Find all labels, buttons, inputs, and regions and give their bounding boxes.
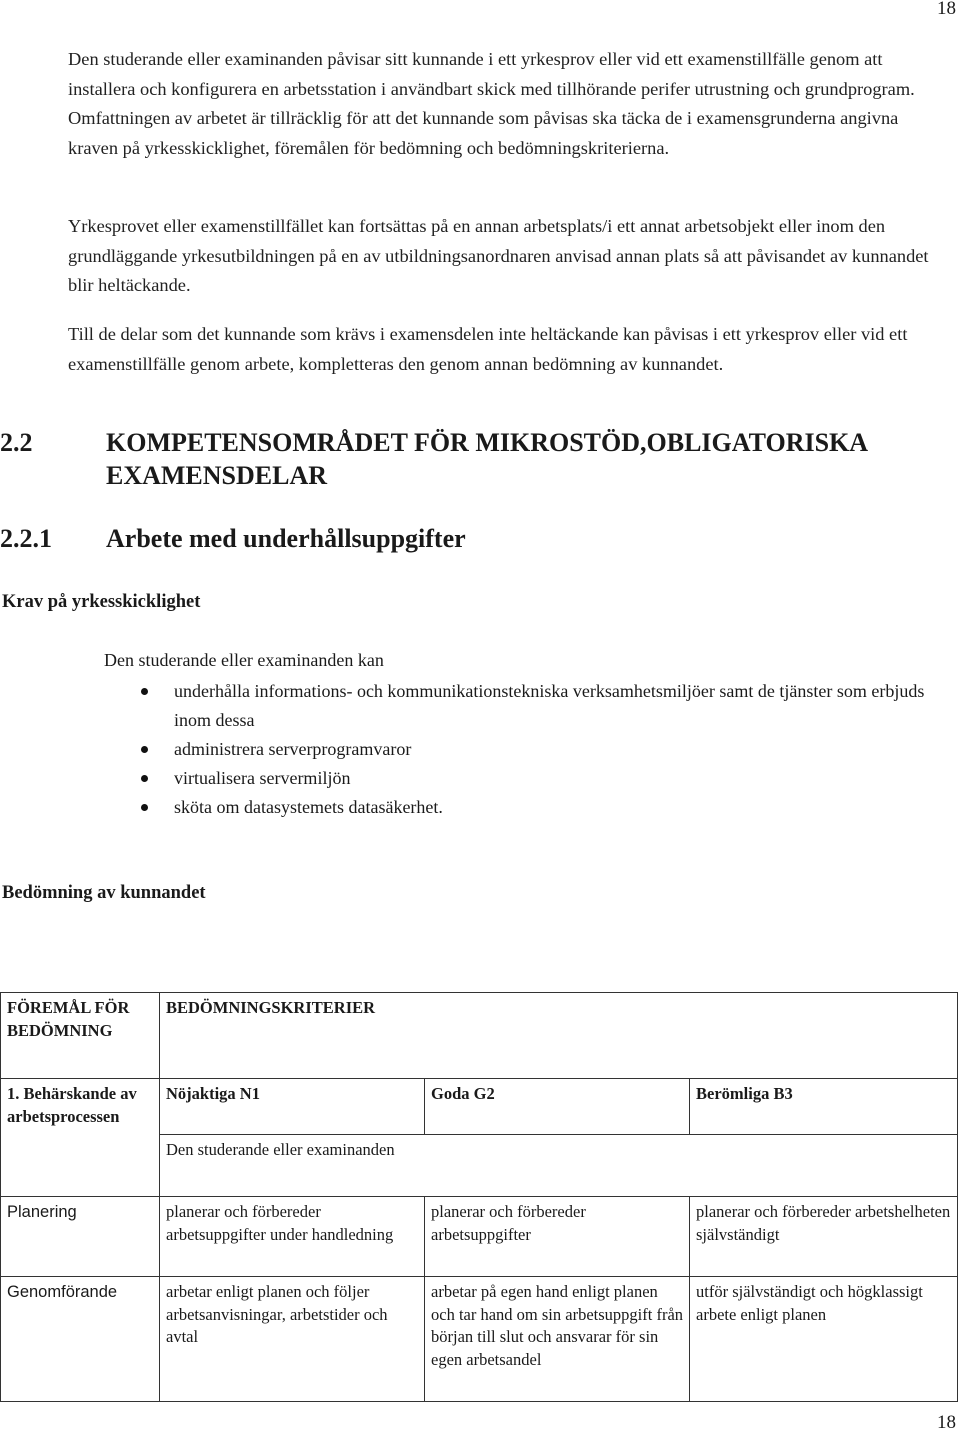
bullet-icon [141,775,148,782]
table-cell [425,1079,690,1135]
col-header-target: FÖREMÅL FÖR BEDÖMNING [7,998,130,1040]
section-title: KOMPETENSOMRÅDET FÖR MIKROSTÖD,OBLIGATORISKA EXAMENSDELAR [106,428,867,490]
table-cell [690,1197,958,1277]
list-item: sköta om datasystemets datasäkerhet. [104,793,956,822]
page-number-bottom: 18 [937,1412,956,1433]
table-row [1,1079,958,1135]
table-row [1,1197,958,1277]
level-b3: Berömliga B3 [696,1084,793,1103]
bullet-icon [141,804,148,811]
table-cell [1,1079,160,1197]
criteria-n1: arbetar enligt planen och följer arbetsanvisningar, arbetstider och avtal [166,1282,388,1346]
table-cell [160,993,958,1079]
level-n1: Nöjaktiga N1 [166,1084,260,1103]
table-row [1,1277,958,1402]
skills-list [104,677,956,822]
list-item: underhålla informations- och kommunikationstekniska verksamhetsmiljöer samt de tjänster som erbjuds inom dessa [104,677,956,735]
skills-intro: Den studerande eller examinanden kan [104,650,384,670]
row-label: Genomförande [7,1283,118,1301]
criteria-g2: planerar och förbereder arbetsuppgifter [431,1202,586,1244]
criteria-b3: planerar och förbereder arbetshelheten självständigt [696,1202,951,1244]
list-item: administrera serverprogramvaror [104,735,956,764]
page-number-top: 18 [937,0,956,19]
assessment-table [0,992,958,1402]
table-cell [1,1277,160,1402]
subsection-number: 2.2.1 [0,524,52,553]
section-number: 2.2 [0,428,33,457]
table-cell [160,1277,425,1402]
table-cell [425,1277,690,1402]
subject-text: Den studerande eller examinanden [166,1140,395,1159]
level-g2: Goda G2 [431,1084,495,1103]
body-paragraph: Yrkesprovet eller examenstillfället kan fortsättas på en annan arbetsplats/i ett annat arbetsobjekt eller inom den grundläggande yrkesutbildningen på en av utbildningsanordnaren anvisad annan plats så att påvisandet av kunnandet blir heltäckande. [68,216,929,295]
assessment-heading: Bedömning av kunnandet [2,883,206,903]
table-cell [160,1197,425,1277]
table-cell [425,1197,690,1277]
col-header-criteria: BEDÖMNINGSKRITERIER [166,998,376,1017]
table-cell [1,993,160,1079]
table-cell [690,1079,958,1135]
criteria-n1: planerar och förbereder arbetsuppgifter under handledning [166,1202,394,1244]
row-label: Planering [7,1203,77,1221]
table-cell [1,1197,160,1277]
table-header-row [1,993,958,1079]
table-cell [160,1079,425,1135]
table-cell [690,1277,958,1402]
body-paragraph: Den studerande eller examinanden påvisar sitt kunnande i ett yrkesprov eller vid ett examenstillfälle genom att installera och konfigurera en arbetsstation i användbart skick med tillhörande perifer utrustning och grundprogram. Omfattningen av arbetet är tillräcklig för att det kunnande som påvisas ska täcka de i examensgrunderna angivna kraven på yrkesskicklighet, föremålen för bedömning och bedömningskriterierna. [68,49,915,158]
table-cell [160,1135,958,1197]
target-label: 1. Behärskande av arbetsprocessen [7,1084,137,1126]
bullet-icon [141,746,148,753]
body-paragraph: Till de delar som det kunnande som krävs i examensdelen inte heltäckande kan påvisas i ett yrkesprov eller vid ett examenstillfälle genom arbete, kompletteras den genom annan bedömning av kunnandet. [68,324,908,374]
skills-heading: Krav på yrkesskicklighet [2,592,201,612]
subsection-title: Arbete med underhållsuppgifter [106,524,466,553]
criteria-g2: arbetar på egen hand enligt planen och tar hand om sin arbetsuppgift från början till slut och ansvarar för sin egen arbetsandel [431,1282,684,1369]
list-item: virtualisera servermiljön [104,764,956,793]
bullet-icon [141,688,148,695]
criteria-b3: utför självständigt och högklassigt arbete enligt planen [696,1282,923,1324]
